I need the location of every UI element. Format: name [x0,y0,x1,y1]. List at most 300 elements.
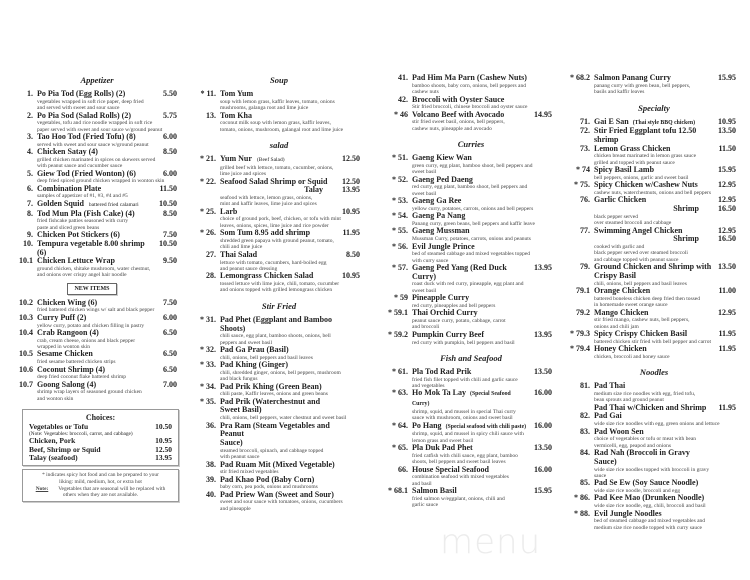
item-name-text: Thai Orchid Curry [412,308,478,318]
choice-note: (Note: Vegetables: broccoli, carrot, and cabbage) [29,431,133,438]
item-description: black pepper served [594,213,638,220]
item-title-row [392,388,552,408]
choice-price: 10.95 [155,436,172,446]
item-inline-note: (Thai style BBQ chicken) [632,119,696,126]
menu-item [388,308,552,331]
menu-item [200,381,360,398]
item-number: 77. [580,225,590,235]
item-title-row [398,94,552,105]
item-name-text: Lemongrass Chicken Salad [220,271,314,281]
item-title-row [392,366,552,377]
item-price: 12.95 [718,307,736,317]
item-number: * 52. [392,174,408,184]
item-description: yellow curry, potato and chicken filling in pastry [37,322,145,329]
item-description: and onions over crispy angel hair noodle [37,272,127,279]
item-number: * 54. [392,211,408,221]
item-description: sweet basil [412,169,437,176]
menu-item [392,241,552,265]
item-name-text: Pad Khing (Ginger) [220,360,289,370]
menu-watermark-logo: menu [440,522,542,562]
choices-box [22,409,179,466]
item-price: 11.50 [718,143,736,153]
item-description: grilled and topped with peanut sauce [594,159,675,166]
item-description: bamboo shoots, baby corn, onions, bell peppers and [412,82,526,89]
item-price: 10.50 [159,238,177,248]
item-name-text: Pad Se Ew (Soy Sauce Noodle) [594,478,699,488]
item-title-row [392,241,552,252]
item-name-text: Pad Gai [594,411,622,421]
item-number: 10.3 [19,312,33,322]
menu-item [392,263,552,294]
item-number: 39. [206,474,216,484]
item-description: vegetables, tofu and rice noodle wrapped in soft rice [37,120,153,127]
item-name-text: Chicken Wing (6) [37,297,98,307]
item-title-row [576,307,736,318]
item-name-text: Gaeng Ped Yang (Red Duck Curry) [412,263,507,281]
item-price: 6.50 [163,327,177,337]
item-name-text: Evil Jungle Noodles [594,508,662,518]
item-number: 84. [580,448,590,458]
menu-item [570,73,736,96]
item-title-row [574,508,736,519]
item-name-text: Tom Kha [220,110,252,120]
menu-item [206,459,360,476]
item-name-text: Tao Hoo Tod (Fried Tofu) (8) [37,132,136,142]
menu-section [388,153,552,346]
item-price: 8.50 [163,147,177,157]
item-description: stir fried mango, cashew nuts, bell peppers, [594,317,690,324]
item-number: * 55. [392,226,408,236]
item-price: 16.00 [534,388,552,398]
item-name-text: Spicy Crispy Chicken Basil [594,329,688,339]
item-name [594,412,713,421]
item-price: 5.75 [163,110,177,120]
item-number: 79.1 [576,286,590,296]
item-title-row [200,396,360,415]
item-price: 6.00 [163,312,177,322]
item-name-text: Tom Yum [220,89,254,98]
item-title-row [27,110,177,121]
item-description: shoots, bell peppers and sweet basil leaves [412,459,506,466]
item-number: * 63. [392,388,408,398]
item-description: basils and kaffir leaves [594,89,645,96]
item-name-text: Ground Chicken and Shrimp with [594,262,712,272]
item-name-text: Golden Squid [37,198,84,208]
menu-item [392,388,552,422]
menu-item [19,364,177,381]
item-name-text: Salmon Basil [412,486,457,496]
item-description: sauce with mushroom, onions and sweet basil [412,415,513,422]
item-number: * 51. [392,153,408,163]
menu-item [19,379,177,403]
menu-item [27,89,177,112]
item-name [594,510,713,519]
item-description: red curry, pineapples and bell peppers [412,302,496,309]
item-price: 15.95 [534,486,552,496]
item-description: chili, onions, bell peppers and basil leaves [220,354,313,361]
item-title-row [206,110,360,121]
option-price: 16.50 [718,234,736,244]
item-name [594,330,713,339]
item-name-text: Spicy Basil Lamb [594,165,655,175]
item-name [220,491,337,500]
item-price: 6.00 [163,132,177,142]
menu-item [27,168,177,185]
item-number: * 59.1 [388,308,408,318]
item-number: * 57. [392,263,408,273]
item-name [37,350,154,359]
item-name-text: Larb [220,206,238,216]
menu-item [580,262,736,287]
menu-item [206,420,360,461]
item-name [412,422,529,432]
item-description: sweet basil [412,190,437,197]
item-title-row-2 [594,272,736,281]
item-price: 7.50 [163,297,177,307]
menu-section [200,314,360,512]
item-price: 10.95 [718,116,736,126]
note-label: Note: [35,485,49,492]
item-description: served with sweet and sour sauce w/ground peanut [37,141,149,148]
item-number: * 33. [200,360,216,370]
item-description: stir fried mixed vegetables [220,469,279,476]
item-option [220,186,360,195]
choice-price: 12.50 [155,444,172,454]
item-number: 40. [206,489,216,499]
item-title-row [19,256,177,266]
item-number: 10.4 [19,327,33,337]
item-price: 13.50 [534,443,552,453]
menu-item [206,474,360,491]
item-name-text: Broccoli with Oyster Sauce [412,94,505,104]
item-name [37,112,154,121]
item-name [220,316,337,333]
item-description: deep fried coconut flake battered shrimp [37,374,127,381]
item-name [412,227,529,236]
item-description: shrimp, squid, and mussel in special Thai curry [412,408,516,415]
choice-price: 13.95 [155,453,172,463]
item-name [37,133,154,142]
choices-title: Choices: [85,413,116,423]
item-title-row [580,411,736,421]
item-name-text: Sesame Chicken [37,349,93,359]
item-title-row [574,493,736,503]
item-price: 11.95 [718,344,736,354]
item-name [594,494,713,503]
item-description: with peanut sauce and cucumber sauce [37,163,123,170]
menu-item [574,508,736,532]
item-name [412,74,529,83]
item-description: steamed broccoli, spinach, and cabbage topped [220,447,324,454]
item-name-text: Chicken Lettuce Wrap [37,256,115,266]
menu-item [27,208,177,232]
item-title-row [206,489,360,500]
item-name-text: Coconut Shrimp (4) [37,364,106,374]
item-name [412,331,529,340]
menu-item [392,196,552,212]
menu-section [388,366,552,509]
item-title-row [23,238,177,257]
item-price: 16.00 [534,420,552,430]
item-name-text: Chicken Satay (4) [37,147,98,157]
item-price: 11.95 [718,329,736,339]
item-title-row [392,263,552,281]
item-name-text: Crab Rangoon (4) [37,327,99,337]
item-number: 79.2 [576,307,590,317]
item-title-row [19,364,177,375]
item-title-row [19,327,177,338]
item-description: and cabbage topped with peanut sauce [594,256,679,263]
item-name [412,264,529,281]
item-price: 13.95 [534,329,552,339]
item-name-text: Spicy Chicken w/Cashew Nuts [594,180,698,190]
item-name [37,240,154,257]
item-name-text: House Special Seafood [412,464,489,474]
item-name [220,346,337,355]
item-number: 8. [27,208,33,218]
item-description: and served with sweet and sour sauce [37,105,120,112]
item-number: 72. [580,126,590,136]
menu-item [398,464,552,488]
item-number: * 21. [200,154,216,164]
spicy-note: * indicates spicy hot food and can be prepared to your [42,472,159,479]
item-description: wide size rice noodle, egg, chili, broccoli and basil [594,503,706,510]
item-title-row [392,226,552,236]
item-number: 82. [580,411,590,421]
item-title-row [574,180,736,190]
item-description: sweet and sour sauce with tomatoes, onions, cucumbers [220,499,343,506]
item-description: medium size rice noodle topped with curry sauce [594,524,702,531]
section-heading: salad [269,140,289,151]
item-name [594,287,713,296]
menu-item [27,147,177,170]
item-description: yellow curry, potatoes, carrots, onions and bell peppers [412,205,534,212]
item-title-row [580,225,736,236]
item-price: 10.95 [342,271,360,281]
menu-column [19,74,177,502]
item-number: 10.1 [19,256,33,266]
item-description: and black fungus [220,376,258,383]
menu-item [388,486,552,509]
item-name-text: Pad Priew Wan (Sweet and Sour) [220,489,334,499]
item-name [412,154,529,163]
item-price: 7.00 [163,379,177,389]
item-name-text: Gaeng Ga Ree [412,196,462,206]
menu-item [576,286,736,309]
item-title-row [206,474,360,485]
item-name [412,294,529,303]
item-number: 7. [27,198,33,208]
item-description: choice of ground pork, beef, chicken, or tofu with mint [220,216,341,223]
item-name [37,210,154,219]
menu-item [200,314,360,346]
item-name-text: Seafood Salad Shrimp or Squid [220,176,328,186]
item-description: garlic sauce [412,502,439,509]
item-price: 11.50 [159,183,177,193]
menu-item [392,443,552,466]
item-price: 10.95 [342,206,360,216]
choice-label: Beef, Shrimp or Squid [29,444,101,454]
item-name-text: Giew Tod (Fried Wonton) (6) [37,168,136,178]
item-number: 85. [580,478,590,488]
item-description: fried fish filet topped with chili and garlic sauce [412,376,518,383]
item-description: and onions topped with grilled lemongrass chicken [220,287,333,294]
item-name-text: Pla Duk Pad Phet [412,443,473,453]
item-description: fried sesame battered chicken strips [37,359,116,366]
section-heading: Noodles [639,367,669,378]
item-description: chicken breast marinated in lemon grass sauce [594,153,697,160]
item-number: 83. [580,426,590,436]
item-title-row [206,249,360,260]
menu-item [580,381,736,404]
item-title-row [394,293,552,303]
menu-item [206,249,360,273]
item-number: 1. [27,89,33,98]
item-title-row [206,271,360,281]
item-name-text: Gai E San [594,116,629,126]
item-name [220,476,337,485]
item-name [37,329,154,338]
item-number: * 59.2 [388,329,408,339]
item-name-text: Orange Chicken [594,286,651,296]
item-number: 10. [23,238,33,248]
item-number: * 32. [200,345,216,355]
item-price: 15.95 [718,165,736,175]
menu-item [580,426,736,450]
menu-item [580,411,736,428]
item-description: coconut milk soup with lemon grass, kaffir leaves, [220,120,331,127]
item-number: * 75. [574,180,590,190]
menu-item [392,366,552,390]
menu-item [200,89,360,112]
menu-item [388,329,552,346]
item-title-row [570,344,736,354]
item-name [594,145,713,154]
item-title-row [27,208,177,219]
item-description: cashew nuts, waterchestnuts, onions and bell peppers [594,189,711,196]
item-description: cooked with garlic and [594,243,645,250]
item-name-text: Ho Mok Ta Lay [412,388,467,398]
item-description: lemon grass and sweet basil [412,437,474,444]
item-number: 27. [206,249,216,259]
menu-section [19,297,177,402]
item-name [412,96,529,105]
item-name-text: Evil Jungle Prince [412,241,475,251]
menu-item [200,360,360,383]
item-name-text: Rad Nah (Broccoli in Gravy Sauce) [594,448,690,466]
item-title-row [392,174,552,185]
item-title-row [392,153,552,163]
item-price: 13.50 [534,366,552,376]
item-price: 7.50 [163,230,177,240]
item-number: 2. [27,110,33,120]
item-name-text: Pineapple Curry [412,293,470,303]
item-description: peppers and sweet basil [220,339,273,346]
menu-item [580,478,736,495]
item-price: 13.95 [534,263,552,273]
menu-item [576,307,736,331]
item-title-row [580,126,736,144]
menu-item [27,110,177,134]
menu-item [576,165,736,181]
item-number: 76. [580,195,590,205]
menu-column [200,74,360,512]
item-name-text: Pad Prik Khing (Green Bean) [220,381,322,391]
item-price: 11.00 [718,286,736,296]
item-price: 13.50 [718,126,736,136]
item-price: 12.95 [718,225,736,235]
item-title-row [398,73,552,83]
item-title-row [576,165,736,175]
section-heading: Curries [457,139,485,150]
item-title-row [200,176,360,187]
item-number: * 34. [200,381,216,391]
menu-item [394,293,552,309]
menu-item [27,132,177,148]
item-title-row [580,448,736,466]
item-price: 14.95 [534,109,552,119]
menu-item [206,489,360,513]
item-price: 16.00 [534,464,552,474]
spicy-note-2: liking: mild, medium, hot, or extra hot [59,478,142,485]
item-title-row [392,420,552,432]
item-description: deep fried spiced ground chicken wrapped in wonton skin [37,178,165,185]
item-description: chili sauce, egg plant, bamboo shoots, onions, bell [220,333,331,340]
section-heading: Fish and Seafood [440,352,502,363]
menu-item [19,312,177,329]
item-number: 81. [580,381,590,391]
item-name [220,361,337,370]
item-name-text: Volcano Beef with Avocado [412,109,505,119]
choice-label: Talay (seafood) [29,453,78,463]
item-number: 13. [206,110,216,120]
item-name [37,366,154,375]
item-name [412,212,529,221]
item-name [594,345,713,354]
item-description: with curry sauce [412,257,449,264]
item-name [220,251,337,260]
item-description: shredded green papaya with ground peanut, tomato, [220,237,334,244]
item-description: and wonton skin [37,395,74,402]
item-number: 28. [206,271,216,281]
item-description: green curry, egg plant, bamboo shoot, bell peppers and [412,162,533,169]
menu-item [200,345,360,361]
item-number: 36. [206,420,216,430]
item-title-row [206,420,360,439]
item-price: 6.00 [163,168,177,178]
section-heading: Specialty [638,102,670,113]
item-description: sweet basil [412,287,437,294]
item-number: 71. [580,116,590,126]
item-number: * 35. [200,396,216,406]
item-name-text: Lemon Grass Chicken [594,143,671,153]
menu-item [200,228,360,251]
item-description: fried battered chicken wings w/ salt and black pepper [37,307,155,314]
item-number: * 86. [574,493,590,503]
section-heading: Appetizer [80,75,114,85]
item-number: 38. [206,459,216,469]
item-name [220,398,337,415]
item-name-text: Som Tum 8.95 add shrimp [220,228,311,238]
item-name [220,112,337,121]
item-price: 6.50 [163,364,177,374]
menu-column [570,73,736,531]
item-title-row [570,329,736,339]
item-name [594,479,713,488]
item-description: and pineapple [220,505,251,512]
item-title-row [388,308,552,318]
menu-item [200,206,360,230]
